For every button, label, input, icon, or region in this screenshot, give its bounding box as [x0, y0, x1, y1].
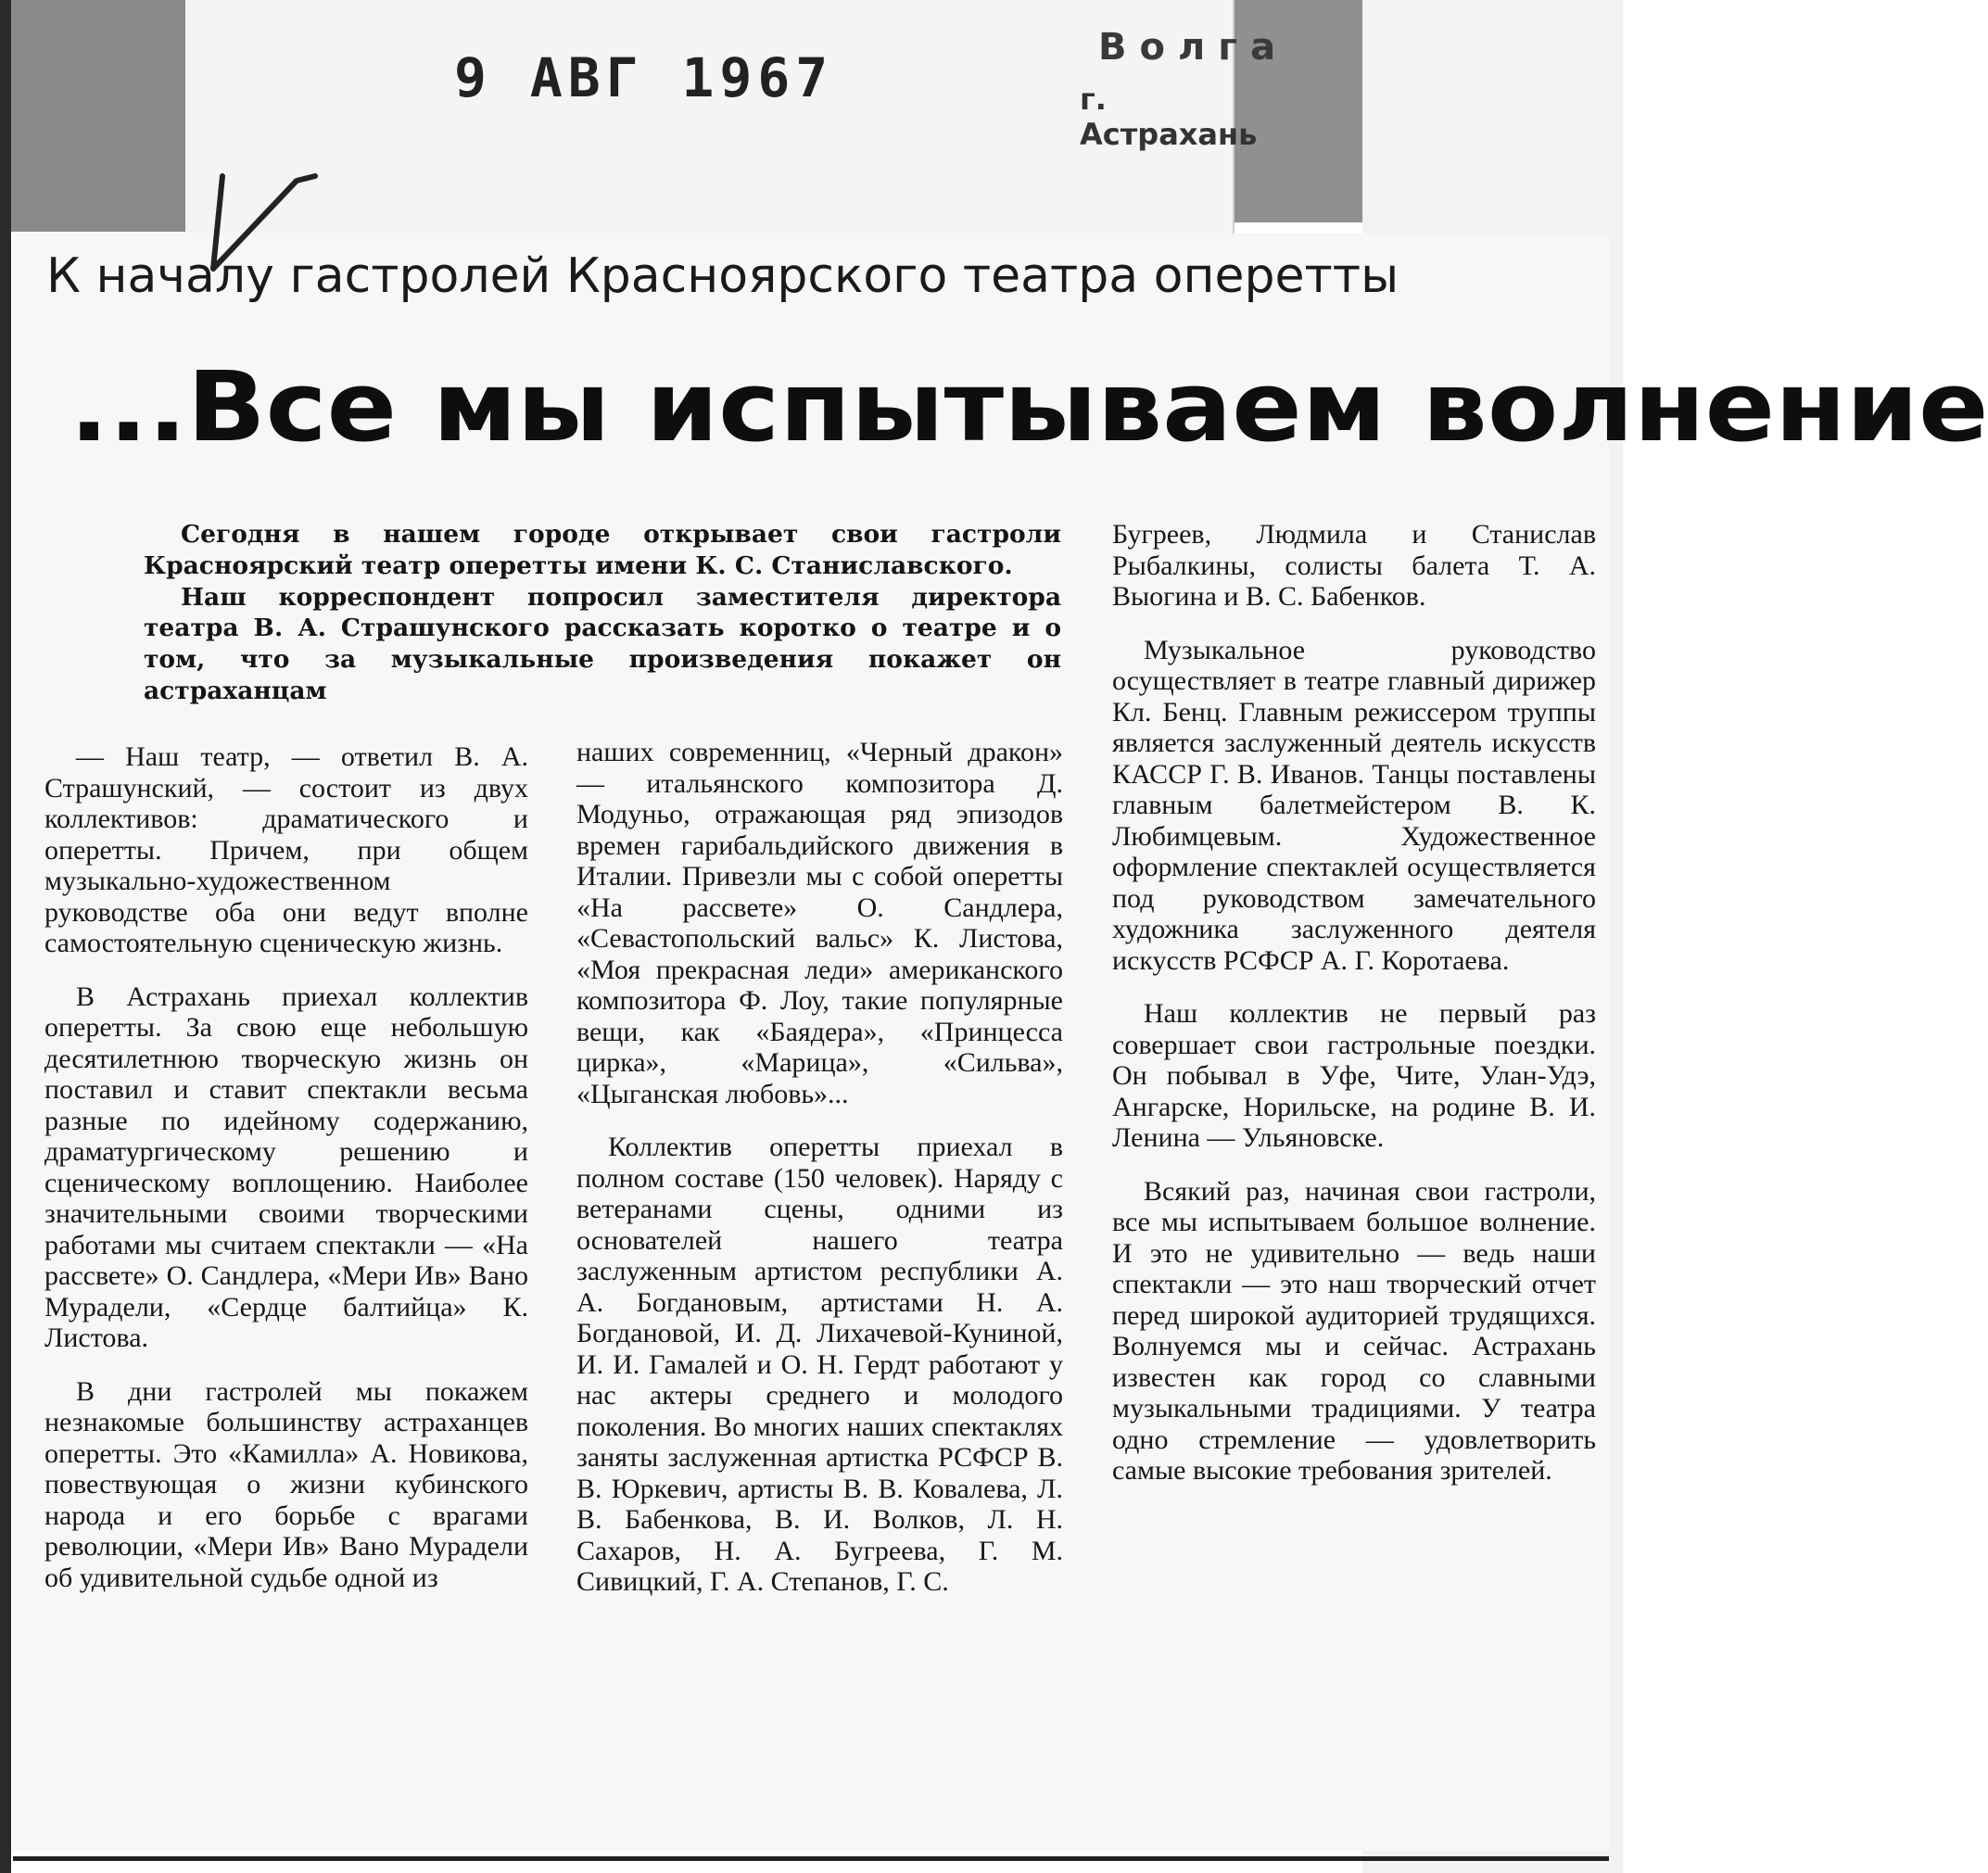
scan-border	[0, 0, 11, 1873]
paragraph: Всякий раз, начиная свои гастроли, все мы испытываем большое волнение. И это не удивительно — ведь наши спектакли — это наш творческий отчет перед широкой аудиторией трудящихся. Волнуемся мы и сейчас. Астрахань известен как город со славными музыкальными традициями. У театра одно стремление — удовлетворить самые высокие требования зрителей.	[1112, 1175, 1596, 1486]
text-column-2	[576, 737, 1063, 1620]
newspaper-city-stamp: г. Астрахань	[1080, 82, 1258, 152]
paragraph: — Наш театр, — ответил В. А. Страшунский, — состоит из двух коллективов: драматического и оперетты. Причем, при общем музыкально-художественном руководстве оба они ведут вполне самостоятельную сценическую жизнь.	[44, 741, 528, 958]
text-column-1	[44, 741, 528, 1615]
article-lead	[144, 519, 1061, 707]
paragraph: Коллектив оперетты приехал в полном составе (150 человек). Наряду с ветеранами сцены, одними из основателей нашего театра заслуженным артистом республики А. А. Богдановым, артистами Н. А. Богдановой, И. Д. Лихачевой-Куниной, И. И. Гамалей и О. Н. Гердт работают у нас актеры среднего и молодого поколения. Во многих наших спектаклях заняты заслуженная артистка РСФСР В. В. Юркевич, артисты В. В. Ковалева, Л. В. Бабенкова, В. И. Волков, Л. Н. Сахаров, Н. А. Бугреева, Г. М. Сивицкий, Г. А. Степанов, Г. С.	[576, 1132, 1063, 1597]
lead-paragraph: Наш корреспондент попросил заместителя директора театра В. А. Страшунского рассказать коротко о театре и о том, что за музыкальные произведения покажет он астраханцам	[144, 582, 1061, 705]
lead-paragraph: Сегодня в нашем городе открывает свои гастроли Красноярский театр оперетты имени К. С. Станиславского.	[144, 520, 1061, 580]
scan-background	[11, 0, 187, 232]
newspaper-name-stamp: Волга	[1098, 26, 1289, 69]
article-headline: ...Все мы испытываем волнение	[70, 350, 1988, 463]
bottom-rule	[13, 1856, 1609, 1861]
date-stamp: 9 АВГ 1967	[454, 46, 834, 109]
paragraph: наших современниц, «Черный дракон» — итальянского композитора Д. Модуньо, отражающая ряд эпизодов времен гарибальдийского движения в Италии. Привезли мы с собой оперетты «На рассвете» О. Сандлера, «Севастопольский вальс» К. Листова, «Моя прекрасная леди» американского композитора Ф. Лоу, такие популярные вещи, как «Баядера», «Принцесса цирка», «Марица», «Сильва», «Цыганская любовь»...	[576, 737, 1063, 1109]
paragraph: Наш коллектив не первый раз совершает свои гастрольные поездки. Он побывал в Уфе, Чите, Улан-Удэ, Ангарске, Норильске, на родине В. И. Ленина — Ульяновске.	[1112, 998, 1596, 1153]
archive-stamp-slip	[185, 0, 1289, 234]
article-rubric: К началу гастролей Красноярского театра оперетты	[46, 248, 1399, 304]
paragraph: В Астрахань приехал коллектив оперетты. За свою еще небольшую десятилетнюю творческую жизнь он поставил и ставит спектакли весьма разные по идейному содержанию, драматургическому решению и сценическому воплощению. Наиболее значительными своими творческими работами мы считаем спектакли — «На рассвете» О. Сандлера, «Мери Ив» Вано Мурадели, «Сердце балтийца» К. Листова.	[44, 981, 528, 1353]
paragraph: Музыкальное руководство осуществляет в театре главный дирижер Кл. Бенц. Главным режиссером труппы является заслуженный деятель искусств КАССР Г. В. Иванов. Танцы поставлены главным балетмейстером В. К. Любимцевым. Художественное оформление спектаклей осуществляется под руководством замечательного художника заслуженного деятеля искусств РСФСР А. Г. Коротаева.	[1112, 634, 1596, 976]
paragraph: Бугреев, Людмила и Станислав Рыбалкины, солисты балета Т. А. Выогина и В. С. Бабенков.	[1112, 519, 1596, 612]
paragraph: В дни гастролей мы покажем незнакомые большинству астраханцев оперетты. Это «Камилла» А. Новикова, повествующая о жизни кубинского народа и его борьбе с врагами революции, «Мери Ив» Вано Мурадели об удивительной судьбе одной из	[44, 1375, 528, 1593]
text-column-3	[1112, 519, 1596, 1509]
